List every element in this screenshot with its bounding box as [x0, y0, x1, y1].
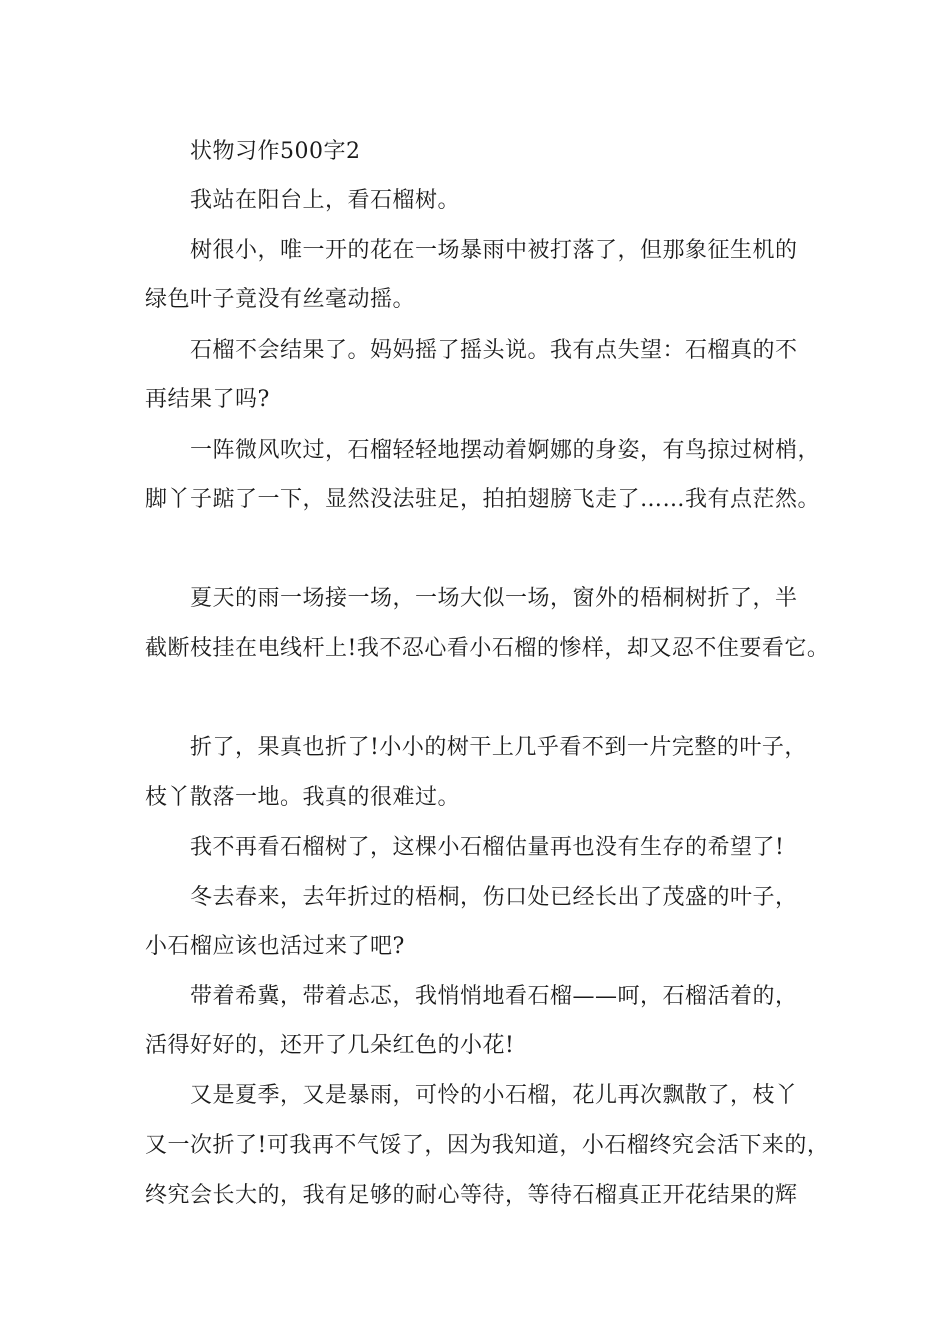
paragraph-line: 树很小，唯一开的花在一场暴雨中被打落了，但那象征生机的 [190, 238, 798, 263]
paragraph-line: 绿色叶子竟没有丝毫动摇。 [145, 287, 416, 312]
paragraph-line: 脚丫子踮了一下，显然没法驻足，拍拍翅膀飞走了……我有点茫然。 [145, 487, 821, 512]
paragraph-line: 带着希冀，带着忐忑，我悄悄地看石榴——呵，石榴活着的， [190, 984, 798, 1009]
paragraph-line: 折了，果真也折了!小小的树干上几乎看不到一片完整的叶子， [190, 735, 807, 760]
document-title: 状物习作500字2 [190, 139, 361, 164]
paragraph-line: 我站在阳台上，看石榴树。 [190, 188, 461, 213]
paragraph-line: 冬去春来，去年折过的梧桐，伤口处已经长出了茂盛的叶子， [190, 885, 798, 910]
paragraph-line: 截断枝挂在电线杆上!我不忍心看小石榴的惨样，却又忍不住要看它。 [145, 636, 830, 661]
paragraph-line: 活得好好的，还开了几朵红色的小花! [145, 1033, 515, 1058]
paragraph-line: 一阵微风吹过，石榴轻轻地摆动着婀娜的身姿，有鸟掠过树梢， [190, 438, 821, 463]
paragraph-line: 枝丫散落一地。我真的很难过。 [145, 785, 461, 810]
paragraph-line: 石榴不会结果了。妈妈摇了摇头说。我有点失望：石榴真的不 [190, 338, 798, 363]
paragraph-line: 又一次折了!可我再不气馁了，因为我知道，小石榴终究会活下来的， [145, 1133, 830, 1158]
paragraph-line: 小石榴应该也活过来了吧? [145, 934, 405, 959]
paragraph-line: 我不再看石榴树了，这棵小石榴估量再也没有生存的希望了! [190, 835, 785, 860]
paragraph-line: 再结果了吗? [145, 387, 270, 412]
paragraph-line: 夏天的雨一场接一场，一场大似一场，窗外的梧桐树折了，半 [190, 586, 798, 611]
paragraph-line: 又是夏季，又是暴雨，可怜的小石榴，花儿再次飘散了，枝丫 [190, 1083, 798, 1108]
paragraph-line: 终究会长大的，我有足够的耐心等待，等待石榴真正开花结果的辉 [145, 1183, 798, 1208]
